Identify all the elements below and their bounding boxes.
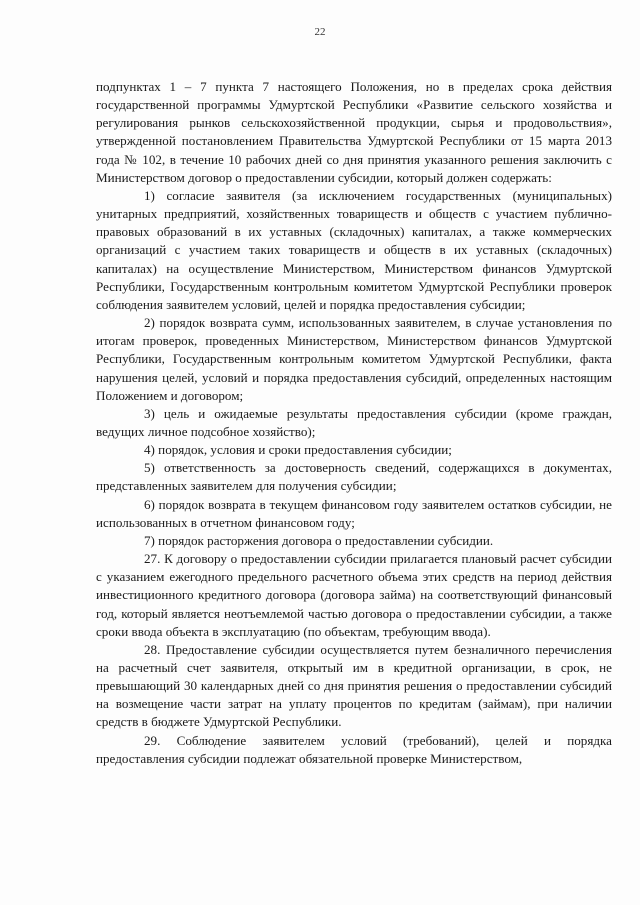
list-item-4: 4) порядок, условия и сроки предоставления субсидии; xyxy=(144,442,452,458)
list-item-6: 6) порядок возврата в текущем финансовом году заявителем остатков субсидии, не использованных в отчетном финансовом году; xyxy=(96,496,612,530)
list-item-1: 1) согласие заявителя (за исключением государственных (муниципальных) унитарных предприятий, хозяйственных товариществ и обществ с участием публично-правовых образований в их уставных (складочных) капиталах, а также коммерческих организаций с участием таких товариществ и обществ в их уставных (складочных) капиталах) на осуществление Министерством, Министерством финансов Удмуртской Республики, Государственным контрольным комитетом Удмуртской Республики проверок соблюдения заявителем условий, целей и порядка предоставления субсидии; xyxy=(96,187,612,312)
list-item-2: 2) порядок возврата сумм, использованных заявителем, в случае установления по итогам проверок, проведенных Министерством, Министерством финансов Удмуртской Республики, Государственным контрольным комитетом Удмуртской Республики, факта нарушения целей, условий и порядка предоставления субсидий, определенных настоящим Положением и договором; xyxy=(96,315,612,403)
document-body xyxy=(96,78,612,768)
clause-28: 28. Предоставление субсидии осуществляется путем безналичного перечисления на расчетный счет заявителя, открытый им в кредитной организации, в срок, не превышающий 30 календарных дней со дня принятия решения о предоставлении субсидий на возмещение части затрат на уплату процентов по кредитам (займам), при наличии средств в бюджете Удмуртской Республики. xyxy=(96,641,612,730)
list-item-3: 3) цель и ожидаемые результаты предоставления субсидии (кроме граждан, ведущих личное подсобное хозяйство); xyxy=(96,405,612,439)
clause-29: 29. Соблюдение заявителем условий (требований), целей и порядка предоставления субсидии подлежат обязательной проверке Министерством, xyxy=(96,732,612,766)
paragraph-continuation: подпунктах 1 – 7 пункта 7 настоящего Положения, но в пределах срока действия государственной программы Удмуртской Республики «Развитие сельского хозяйства и регулирования рынков сельскохозяйственной продукции, сырья и продовольствия», утвержденной постановлением Правительства Удмуртской Республики от 15 марта 2013 года № 102, в течение 10 рабочих дней со дня принятия указанного решения заключить с Министерством договор о предоставлении субсидии, который должен содержать: xyxy=(96,79,612,185)
clause-27: 27. К договору о предоставлении субсидии прилагается плановый расчет субсидии с указанием ежегодного предельного расчетного объема этих средств на период действия инвестиционного кредитного договора (договора займа) на соответствующий финансовый год, который является неотъемлемой частью договора о предоставлении субсидии, а также сроки ввода объекта в эксплуатацию (по объектам, требующим ввода). xyxy=(96,551,612,639)
list-item-7: 7) порядок расторжения договора о предоставлении субсидии. xyxy=(144,532,494,548)
page-number: 22 xyxy=(314,26,326,38)
list-item-5: 5) ответственность за достоверность сведений, содержащихся в документах, представленных заявителем для получения субсидии; xyxy=(96,460,612,494)
